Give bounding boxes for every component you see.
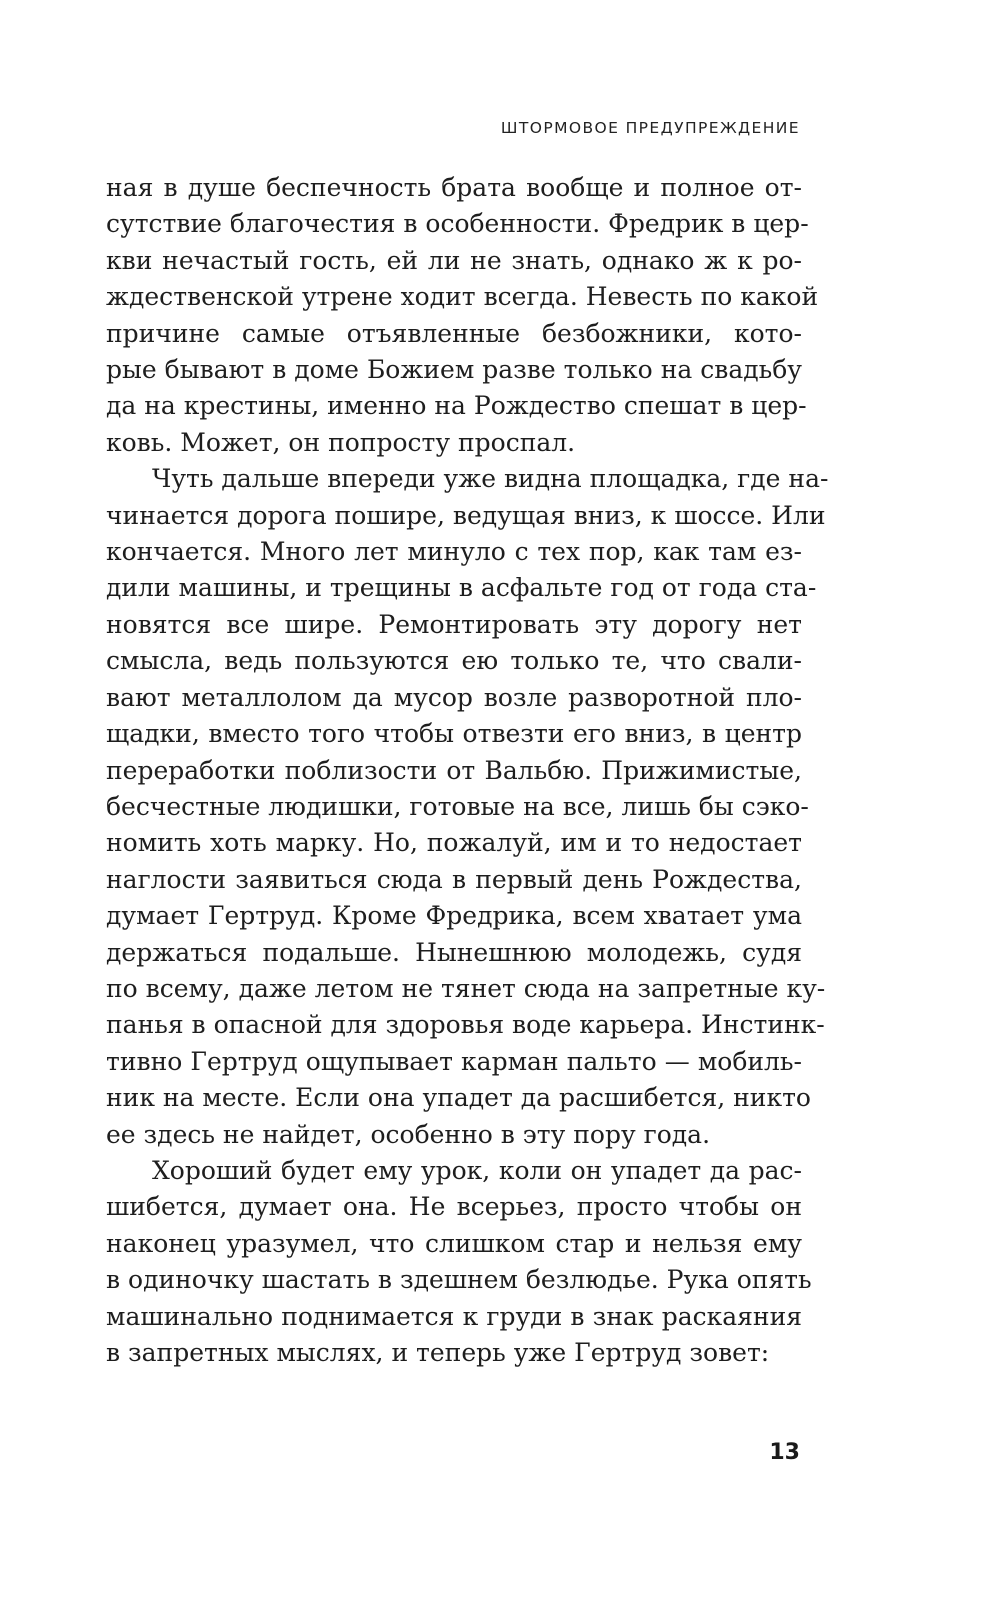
text-line: в запретных мыслях, и теперь уже Гертруд зовет:: [106, 1338, 770, 1367]
text-line: наконец уразумел, что слишком стар и нельзя ему: [106, 1228, 802, 1258]
text-line: ждественской утрене ходит всегда. Невесть по какой: [106, 282, 819, 312]
body-text: [106, 170, 829, 1371]
text-line: кончается. Много лет минуло с тех пор, как там ез-: [106, 537, 802, 567]
text-line: кви нечастый гость, ей ли не знать, однако ж к ро-: [106, 245, 802, 275]
text-line: держаться подальше. Нынешнюю молодежь, судя: [106, 937, 802, 967]
text-line: рые бывают в доме Божием разве только на свадьбу: [106, 355, 802, 385]
text-line: причине самые отъявленные безбожники, кото-: [106, 318, 802, 348]
text-line: думает Гертруд. Кроме Фредрика, всем хватает ума: [106, 901, 802, 931]
text-line: чинается дорога пошире, ведущая вниз, к шоссе. Или: [106, 500, 826, 530]
text-line: сутствие благочестия в особенности. Фредрик в цер-: [106, 209, 809, 239]
text-line: шибется, думает она. Не всерьез, просто чтобы он: [106, 1192, 802, 1222]
text-line: в одиночку шастать в здешнем безлюдье. Рука опять: [106, 1265, 812, 1295]
text-line: переработки поблизости от Вальбю. Прижимистые,: [106, 755, 802, 785]
text-line: по всему, даже летом не тянет сюда на запретные ку-: [106, 973, 826, 1003]
text-line: Чуть дальше впереди уже видна площадка, где на-: [152, 464, 829, 494]
text-line: да на крестины, именно на Рождество спешат в цер-: [106, 391, 807, 421]
text-line: наглости заявиться сюда в первый день Рождества,: [106, 864, 802, 894]
text-line: дили машины, и трещины в асфальте год от года ста-: [106, 573, 817, 603]
text-line: ее здесь не найдет, особенно в эту пору года.: [106, 1119, 711, 1149]
text-line: щадки, вместо того чтобы отвезти его вниз, в центр: [106, 719, 802, 749]
text-line: машинально поднимается к груди в знак раскаяния: [106, 1301, 802, 1331]
text-line: номить хоть марку. Но, пожалуй, им и то недостает: [106, 828, 802, 858]
text-line: тивно Гертруд ощупывает карман пальто — мобиль-: [106, 1046, 802, 1076]
text-line: ник на месте. Если она упадет да расшибется, никто: [106, 1083, 811, 1113]
text-line: ковь. Может, он попросту проспал.: [106, 427, 576, 457]
text-line: новятся все шире. Ремонтировать эту дорогу нет: [106, 609, 802, 639]
text-line: Хороший будет ему урок, коли он упадет да рас-: [152, 1155, 802, 1185]
text-line: смысла, ведь пользуются ею только те, что свали-: [106, 646, 802, 676]
page-number: 13: [769, 1440, 800, 1465]
text-line: бесчестные людишки, готовые на все, лишь бы сэко-: [106, 791, 809, 821]
text-line: панья в опасной для здоровья воде карьера. Инстинк-: [106, 1010, 825, 1040]
running-head: ШТОРМОВОЕ ПРЕДУПРЕЖДЕНИЕ: [500, 119, 800, 137]
text-line: вают металлолом да мусор возле разворотной пло-: [106, 682, 802, 712]
text-line: ная в душе беспечность брата вообще и полное от-: [106, 173, 802, 202]
